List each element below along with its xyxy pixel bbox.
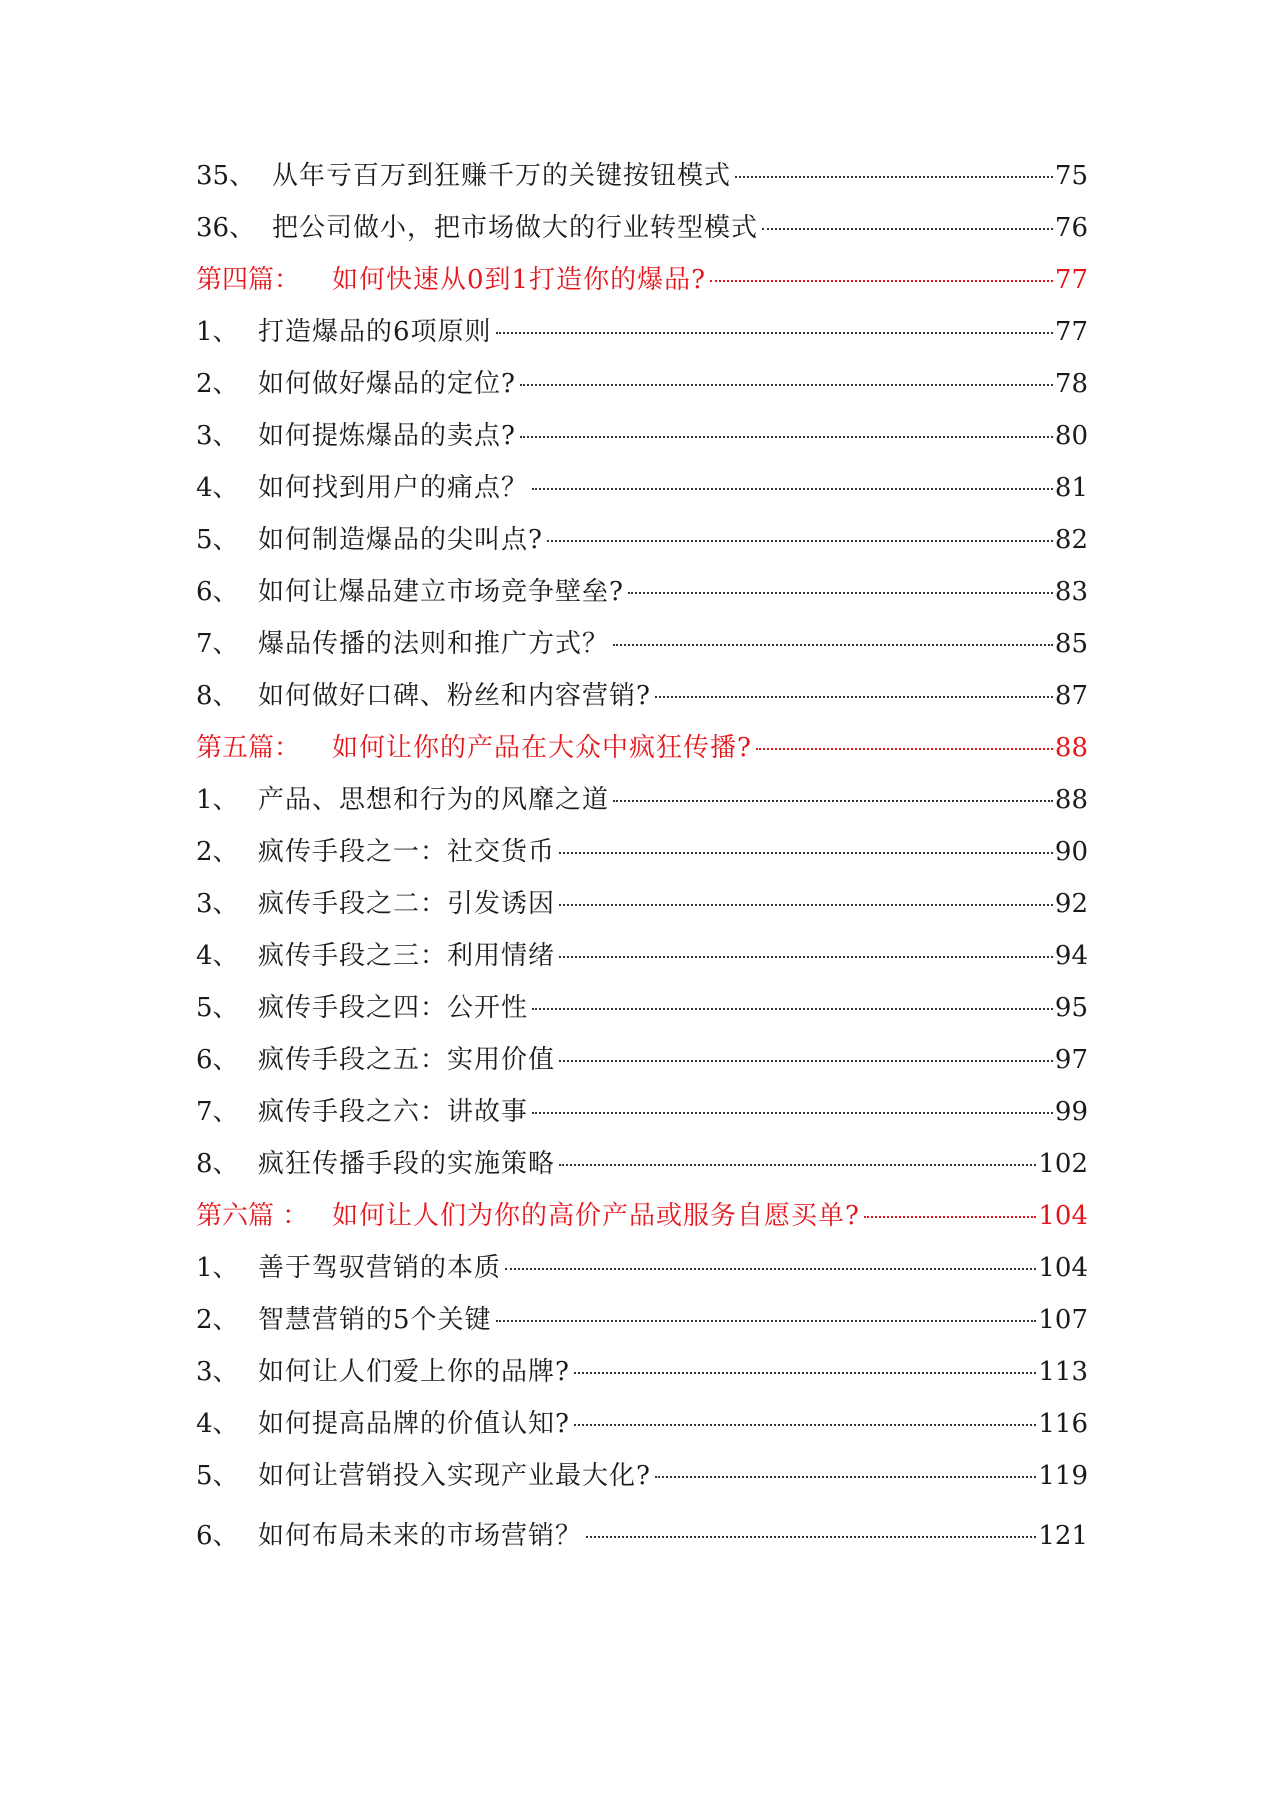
toc-entry[interactable]	[196, 1242, 1088, 1294]
dot-leader	[628, 592, 1053, 594]
dot-leader	[559, 852, 1053, 854]
toc-entry-title: 如何做好爆品的定位?	[258, 369, 516, 399]
dot-leader	[655, 696, 1053, 698]
toc-entry-title: 产品、思想和行为的风靡之道	[258, 785, 610, 815]
toc-entry-number: 1、	[196, 317, 239, 347]
toc-entry[interactable]	[196, 1034, 1088, 1086]
toc-entry-title: 从年亏百万到狂赚千万的关键按钮模式	[272, 161, 732, 191]
toc-page-number: 76	[1054, 213, 1088, 243]
toc-section-title: 如何让人们为你的高价产品或服务自愿买单?	[332, 1201, 860, 1231]
dot-leader	[756, 748, 1053, 750]
toc-entry-title: 如何找到用户的痛点？	[258, 473, 529, 503]
toc-entry-title: 如何让爆品建立市场竞争壁垒?	[258, 577, 624, 607]
toc-entry-number: 7、	[196, 629, 239, 659]
dot-leader	[559, 904, 1053, 906]
dot-leader	[496, 332, 1053, 334]
toc-page-number: 82	[1054, 525, 1088, 555]
toc-entry[interactable]	[196, 1138, 1088, 1190]
toc-page-number: 113	[1038, 1357, 1088, 1387]
toc-entry-number: 35、	[196, 161, 256, 191]
toc-entry-number: 3、	[196, 1357, 239, 1387]
toc-entry-title: 如何制造爆品的尖叫点?	[258, 525, 543, 555]
toc-entry-title: 智慧营销的5个关键	[258, 1305, 492, 1335]
toc-entry[interactable]	[196, 1086, 1088, 1138]
toc-entry-number: 4、	[196, 473, 239, 503]
toc-entry-number: 5、	[196, 1461, 239, 1491]
toc-entry-title: 疯传手段之一：社交货币	[258, 837, 556, 867]
toc-entry-number: 3、	[196, 889, 239, 919]
toc-page-number: 88	[1054, 733, 1088, 763]
toc-page-number: 85	[1054, 629, 1088, 659]
toc-entry-number: 5、	[196, 993, 239, 1023]
toc-entry-number: 2、	[196, 369, 239, 399]
toc-entry-number: 4、	[196, 1409, 239, 1439]
toc-page-number: 104	[1038, 1201, 1088, 1231]
toc-section-title: 如何快速从0到1打造你的爆品?	[332, 265, 707, 295]
dot-leader	[559, 1060, 1053, 1062]
toc-entry[interactable]	[196, 566, 1088, 618]
table-of-contents	[196, 150, 1088, 1562]
toc-page-number: 81	[1054, 473, 1088, 503]
dot-leader	[574, 1424, 1036, 1426]
toc-entry-number: 6、	[196, 1521, 239, 1551]
dot-leader	[613, 644, 1053, 646]
toc-entry[interactable]	[196, 1398, 1088, 1450]
toc-entry[interactable]	[196, 930, 1088, 982]
toc-entry[interactable]	[196, 826, 1088, 878]
toc-page-number: 88	[1054, 785, 1088, 815]
dot-leader	[520, 436, 1053, 438]
toc-entry-title: 如何提高品牌的价值认知?	[258, 1409, 570, 1439]
dot-leader	[496, 1320, 1037, 1322]
dot-leader	[613, 800, 1053, 802]
toc-page-number: 77	[1054, 317, 1088, 347]
toc-page-number: 83	[1054, 577, 1088, 607]
toc-entry-title: 疯传手段之三：利用情绪	[258, 941, 556, 971]
toc-entry-number: 3、	[196, 421, 239, 451]
dot-leader	[710, 280, 1053, 282]
toc-entry[interactable]	[196, 1510, 1088, 1562]
toc-entry[interactable]	[196, 982, 1088, 1034]
dot-leader	[559, 1164, 1036, 1166]
toc-entry-title: 如何布局未来的市场营销？	[258, 1521, 583, 1551]
toc-entry[interactable]	[196, 618, 1088, 670]
toc-page-number: 87	[1054, 681, 1088, 711]
toc-entry-title: 疯传手段之二：引发诱因	[258, 889, 556, 919]
toc-entry-number: 6、	[196, 577, 239, 607]
toc-page-number: 97	[1054, 1045, 1088, 1075]
toc-page-number: 107	[1038, 1305, 1088, 1335]
toc-entry-title: 如何让人们爱上你的品牌?	[258, 1357, 570, 1387]
dot-leader	[559, 956, 1053, 958]
toc-section-heading[interactable]	[196, 1190, 1088, 1242]
toc-entry-number: 6、	[196, 1045, 239, 1075]
dot-leader	[864, 1216, 1036, 1218]
toc-entry-number: 1、	[196, 1253, 239, 1283]
toc-section-number: 第六篇 ：	[196, 1201, 309, 1231]
toc-entry[interactable]	[196, 878, 1088, 930]
toc-entry[interactable]	[196, 1450, 1088, 1502]
dot-leader	[735, 176, 1053, 178]
toc-entry-title: 善于驾驭营销的本质	[258, 1253, 502, 1283]
toc-page-number: 121	[1038, 1521, 1088, 1551]
dot-leader	[532, 488, 1053, 490]
toc-entry-title: 疯传手段之五：实用价值	[258, 1045, 556, 1075]
toc-page-number: 92	[1054, 889, 1088, 919]
toc-section-title: 如何让你的产品在大众中疯狂传播?	[332, 733, 752, 763]
toc-entry[interactable]	[196, 670, 1088, 722]
toc-page-number: 77	[1054, 265, 1088, 295]
toc-page-number: 75	[1054, 161, 1088, 191]
toc-entry-title: 如何做好口碑、粉丝和内容营销?	[258, 681, 651, 711]
toc-entry-number: 36、	[196, 213, 256, 243]
toc-entry-title: 爆品传播的法则和推广方式？	[258, 629, 610, 659]
toc-entry-number: 7、	[196, 1097, 239, 1127]
dot-leader	[532, 1112, 1053, 1114]
toc-entry-title: 把公司做小，把市场做大的行业转型模式	[272, 213, 759, 243]
toc-page-number: 78	[1054, 369, 1088, 399]
dot-leader	[547, 540, 1053, 542]
toc-entry-title: 如何让营销投入实现产业最大化?	[258, 1461, 651, 1491]
toc-page-number: 95	[1054, 993, 1088, 1023]
toc-entry[interactable]	[196, 774, 1088, 826]
toc-entry[interactable]	[196, 358, 1088, 410]
toc-entry-number: 2、	[196, 837, 239, 867]
toc-section-number: 第四篇：	[196, 265, 301, 295]
toc-entry-number: 8、	[196, 681, 239, 711]
toc-page-number: 116	[1038, 1409, 1088, 1439]
toc-entry-number: 4、	[196, 941, 239, 971]
dot-leader	[574, 1372, 1036, 1374]
toc-entry-number: 2、	[196, 1305, 239, 1335]
toc-entry-title: 如何提炼爆品的卖点?	[258, 421, 516, 451]
toc-entry[interactable]	[196, 514, 1088, 566]
toc-entry-title: 疯传手段之六：讲故事	[258, 1097, 529, 1127]
toc-page-number: 94	[1054, 941, 1088, 971]
toc-entry[interactable]	[196, 1294, 1088, 1346]
toc-page-number: 90	[1054, 837, 1088, 867]
dot-leader	[586, 1536, 1036, 1538]
toc-page-number: 102	[1038, 1149, 1088, 1179]
toc-entry[interactable]	[196, 1346, 1088, 1398]
toc-entry[interactable]	[196, 306, 1088, 358]
dot-leader	[532, 1008, 1053, 1010]
toc-entry[interactable]	[196, 202, 1088, 254]
toc-entry[interactable]	[196, 150, 1088, 202]
toc-page-number: 119	[1038, 1461, 1088, 1491]
toc-entry[interactable]	[196, 410, 1088, 462]
dot-leader	[520, 384, 1053, 386]
toc-entry-title: 打造爆品的6项原则	[258, 317, 492, 347]
toc-entry-number: 8、	[196, 1149, 239, 1179]
toc-section-number: 第五篇：	[196, 733, 301, 763]
toc-page-number: 104	[1038, 1253, 1088, 1283]
toc-entry[interactable]	[196, 462, 1088, 514]
toc-entry-number: 5、	[196, 525, 239, 555]
toc-page-number: 80	[1054, 421, 1088, 451]
toc-page-number: 99	[1054, 1097, 1088, 1127]
toc-entry-title: 疯传手段之四：公开性	[258, 993, 529, 1023]
toc-entry-title: 疯狂传播手段的实施策略	[258, 1149, 556, 1179]
dot-leader	[655, 1476, 1036, 1478]
toc-section-heading[interactable]	[196, 722, 1088, 774]
dot-leader	[505, 1268, 1036, 1270]
toc-entry-number: 1、	[196, 785, 239, 815]
toc-section-heading[interactable]	[196, 254, 1088, 306]
dot-leader	[762, 228, 1053, 230]
